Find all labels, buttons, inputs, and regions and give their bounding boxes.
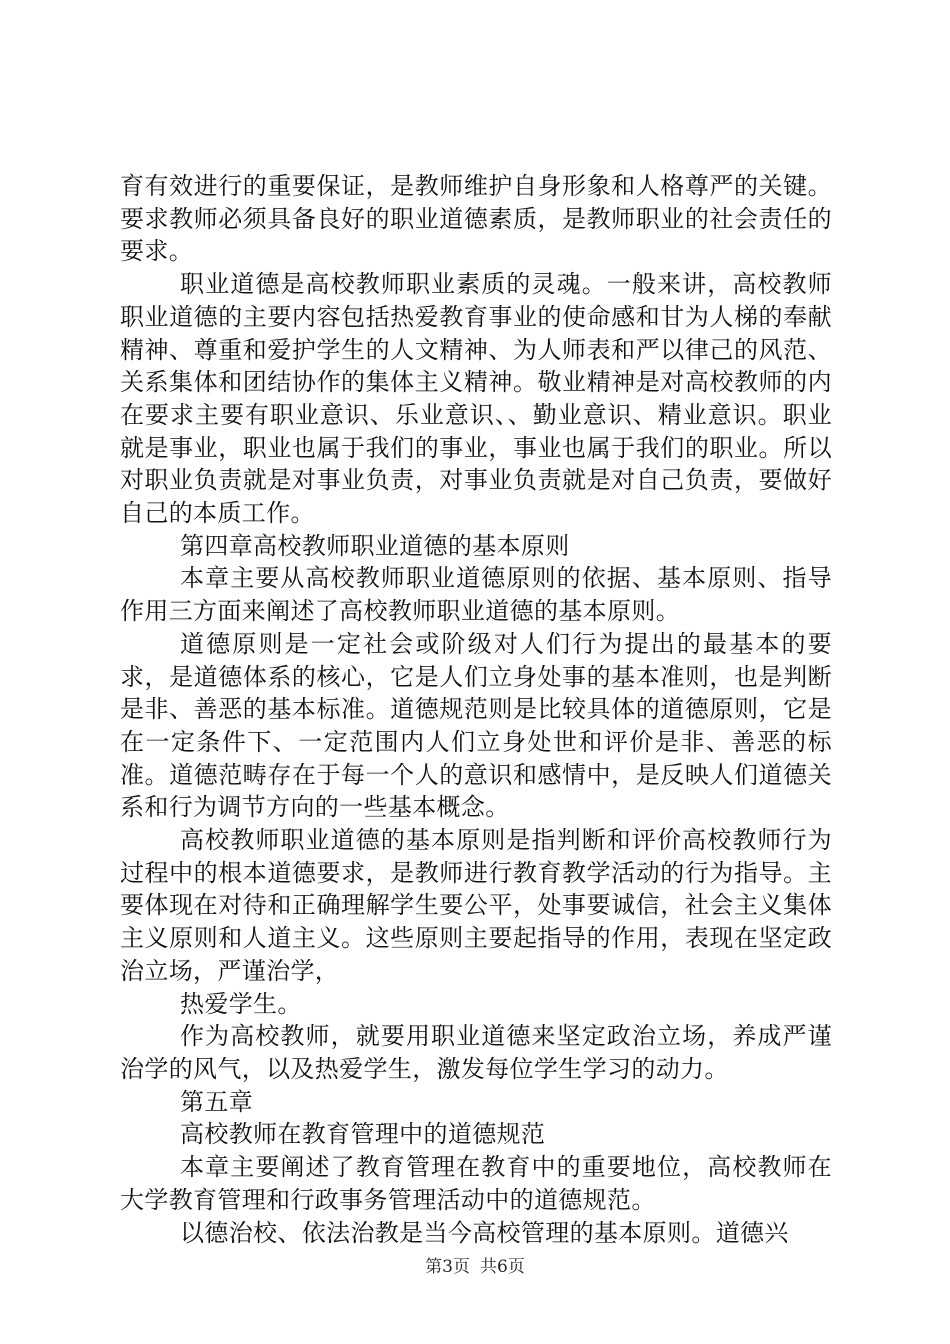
chapter-4-heading: 第四章高校教师职业道德的基本原则 [180, 531, 570, 560]
paragraph-2: 职业道德是高校教师职业素质的灵魂。一般来讲，高校教师职业道德的主要内容包括热爱教育事业的使命感和甘为人梯的奉献精神、尊重和爱护学生的人文精神、为人师表和严以律己的风范、关系集体和团结协作的集体主义精神。敬业精神是对高校教师的内在要求主要有职业意识、乐业意识、、勤业意识、精业意识。职业就是事业，职业也属于我们的事业，事业也属于我们的职业。所以对职业负责就是对事业负责，对事业负责就是对自己负责，要做好自己的本质工作。 [120, 270, 832, 528]
chapter-5-heading: 第五章 [180, 1087, 254, 1116]
paragraph-6: 热爱学生。 [180, 989, 302, 1018]
page-number: 第3页 [425, 1257, 470, 1277]
paragraph-7: 作为高校教师，就要用职业道德来坚定政治立场，养成严谨治学的风气，以及热爱学生，激发每位学生学习的动力。 [120, 1022, 832, 1083]
paragraph-1: 育有效进行的重要保证，是教师维护自身形象和人格尊严的关键。要求教师必须具备良好的职业道德素质，是教师职业的社会责任的要求。 [120, 172, 832, 266]
paragraph-3: 本章主要从高校教师职业道德原则的依据、基本原则、指导作用三方面来阐述了高校教师职业道德的基本原则。 [120, 564, 832, 626]
paragraph-9: 以德治校、依法治教是当今高校管理的基本原则。道德兴 [180, 1218, 789, 1247]
paragraph-4: 道德原则是一定社会或阶级对人们行为提出的最基本的要求，是道德体系的核心，它是人们立身处事的基本准则，也是判断是非、善恶的基本标准。道德规范则是比较具体的道德原则，它是在一定条件下、一定范围内人们立身处世和评价是非、善恶的标准。道德范畴存在于每一个人的意识和感情中，是反映人们道德关系和行为调节方向的一些基本概念。 [120, 629, 832, 822]
paragraph-8: 本章主要阐述了教育管理在教育中的重要地位，高校教师在大学教育管理和行政事务管理活动中的道德规范。 [120, 1153, 832, 1214]
paragraph-5: 高校教师职业道德的基本原则是指判断和评价高校教师行为过程中的根本道德要求，是教师进行教育教学活动的行为指导。主要体现在对待和正确理解学生要公平，处事要诚信，社会主义集体主义原则和人道主义。这些原则主要起指导的作用，表现在坚定政治立场，严谨治学， [120, 826, 832, 985]
page-footer [0, 1256, 950, 1278]
chapter-5-title: 高校教师在教育管理中的道德规范 [180, 1120, 546, 1149]
document-body [120, 170, 832, 1249]
page-total: 共6页 [480, 1257, 525, 1277]
